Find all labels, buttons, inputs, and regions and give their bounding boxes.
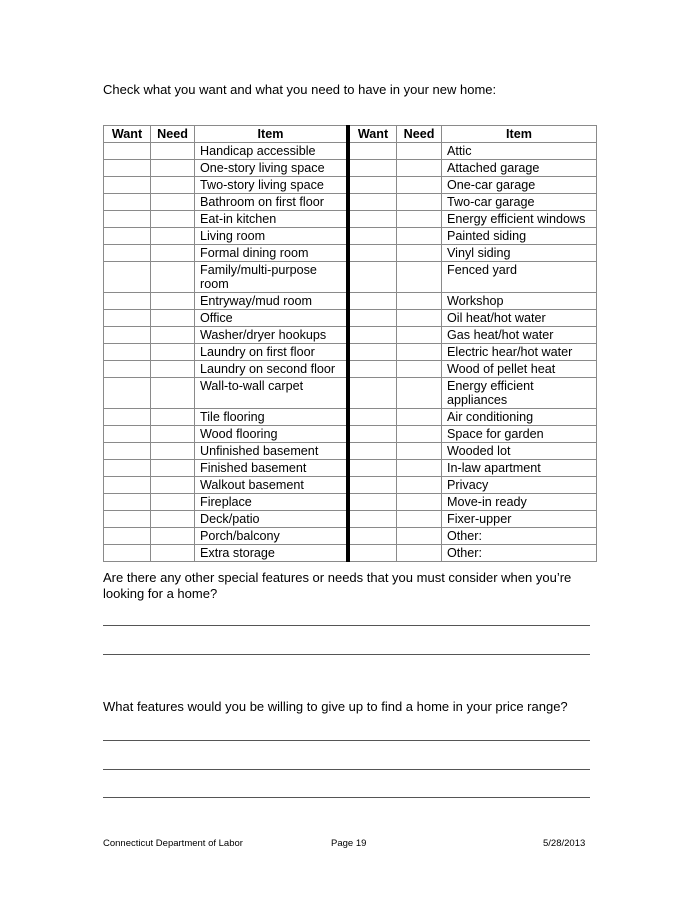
want-checkbox-cell-2[interactable]	[348, 477, 397, 494]
want-checkbox-cell-2[interactable]	[348, 194, 397, 211]
item-label-2: Fenced yard	[442, 262, 597, 293]
need-checkbox-cell[interactable]	[151, 378, 195, 409]
item-label: Extra storage	[195, 545, 349, 562]
answer-line-2[interactable]	[103, 654, 590, 655]
need-checkbox-cell[interactable]	[151, 443, 195, 460]
table-row	[104, 194, 597, 211]
want-checkbox-cell[interactable]	[104, 511, 151, 528]
table-row	[104, 293, 597, 310]
table-row	[104, 409, 597, 426]
item-label-2: Gas heat/hot water	[442, 327, 597, 344]
need-checkbox-cell-2[interactable]	[397, 245, 442, 262]
item-label: Eat-in kitchen	[195, 211, 349, 228]
want-checkbox-cell-2[interactable]	[348, 409, 397, 426]
item-label-2: Air conditioning	[442, 409, 597, 426]
item-label: Porch/balcony	[195, 528, 349, 545]
table-header-row	[104, 126, 597, 143]
item-label: Wall-to-wall carpet	[195, 378, 349, 409]
table-row	[104, 310, 597, 327]
table-row	[104, 528, 597, 545]
need-checkbox-cell-2[interactable]	[397, 177, 442, 194]
item-label: One-story living space	[195, 160, 349, 177]
table-row	[104, 361, 597, 378]
want-checkbox-cell[interactable]	[104, 211, 151, 228]
item-label-2: Attached garage	[442, 160, 597, 177]
need-checkbox-cell-2[interactable]	[397, 426, 442, 443]
header-want-2: Want	[348, 126, 397, 143]
want-checkbox-cell-2[interactable]	[348, 177, 397, 194]
need-checkbox-cell[interactable]	[151, 194, 195, 211]
need-checkbox-cell-2[interactable]	[397, 194, 442, 211]
want-checkbox-cell[interactable]	[104, 143, 151, 160]
want-checkbox-cell[interactable]	[104, 245, 151, 262]
need-checkbox-cell[interactable]	[151, 409, 195, 426]
item-label-2: Attic	[442, 143, 597, 160]
question-special-features: Are there any other special features or needs that you must consider when you’re looking for a home?	[103, 570, 572, 601]
question-give-up-features: What features would you be willing to give up to find a home in your price range?	[103, 699, 568, 714]
want-checkbox-cell-2[interactable]	[348, 460, 397, 477]
need-checkbox-cell[interactable]	[151, 511, 195, 528]
want-checkbox-cell[interactable]	[104, 310, 151, 327]
need-checkbox-cell-2[interactable]	[397, 477, 442, 494]
item-label-2: Other:	[442, 545, 597, 562]
need-checkbox-cell[interactable]	[151, 262, 195, 293]
item-label-2: Energy efficient windows	[442, 211, 597, 228]
header-item: Item	[195, 126, 349, 143]
item-label-2: Two-car garage	[442, 194, 597, 211]
need-checkbox-cell[interactable]	[151, 327, 195, 344]
need-checkbox-cell-2[interactable]	[397, 344, 442, 361]
need-checkbox-cell[interactable]	[151, 344, 195, 361]
need-checkbox-cell[interactable]	[151, 293, 195, 310]
answer-line-1[interactable]	[103, 625, 590, 626]
item-label-2: Energy efficient appliances	[442, 378, 597, 409]
want-checkbox-cell[interactable]	[104, 409, 151, 426]
want-checkbox-cell[interactable]	[104, 528, 151, 545]
want-checkbox-cell[interactable]	[104, 293, 151, 310]
want-checkbox-cell-2[interactable]	[348, 327, 397, 344]
want-checkbox-cell-2[interactable]	[348, 211, 397, 228]
item-label-2: Wood of pellet heat	[442, 361, 597, 378]
want-checkbox-cell[interactable]	[104, 361, 151, 378]
footer-organization: Connecticut Department of Labor	[103, 838, 243, 849]
want-checkbox-cell[interactable]	[104, 327, 151, 344]
table-row	[104, 477, 597, 494]
item-label: Entryway/mud room	[195, 293, 349, 310]
item-label-2: Other:	[442, 528, 597, 545]
table-row	[104, 245, 597, 262]
want-checkbox-cell[interactable]	[104, 177, 151, 194]
want-checkbox-cell-2[interactable]	[348, 293, 397, 310]
header-item-2: Item	[442, 126, 597, 143]
want-checkbox-cell[interactable]	[104, 426, 151, 443]
want-checkbox-cell-2[interactable]	[348, 361, 397, 378]
want-checkbox-cell-2[interactable]	[348, 160, 397, 177]
item-label: Finished basement	[195, 460, 349, 477]
need-checkbox-cell[interactable]	[151, 545, 195, 562]
need-checkbox-cell[interactable]	[151, 310, 195, 327]
need-checkbox-cell-2[interactable]	[397, 143, 442, 160]
need-checkbox-cell-2[interactable]	[397, 262, 442, 293]
need-checkbox-cell-2[interactable]	[397, 409, 442, 426]
need-checkbox-cell-2[interactable]	[397, 310, 442, 327]
table-row	[104, 327, 597, 344]
want-checkbox-cell-2[interactable]	[348, 143, 397, 160]
want-checkbox-cell-2[interactable]	[348, 262, 397, 293]
want-checkbox-cell[interactable]	[104, 494, 151, 511]
item-label-2: One-car garage	[442, 177, 597, 194]
want-checkbox-cell[interactable]	[104, 228, 151, 245]
want-checkbox-cell-2[interactable]	[348, 528, 397, 545]
need-checkbox-cell[interactable]	[151, 160, 195, 177]
need-checkbox-cell[interactable]	[151, 528, 195, 545]
item-label: Bathroom on first floor	[195, 194, 349, 211]
item-label-2: Wooded lot	[442, 443, 597, 460]
want-need-checklist-table	[103, 125, 597, 562]
want-checkbox-cell-2[interactable]	[348, 443, 397, 460]
want-checkbox-cell-2[interactable]	[348, 228, 397, 245]
want-checkbox-cell-2[interactable]	[348, 310, 397, 327]
need-checkbox-cell[interactable]	[151, 494, 195, 511]
need-checkbox-cell[interactable]	[151, 211, 195, 228]
item-label-2: Painted siding	[442, 228, 597, 245]
item-label: Deck/patio	[195, 511, 349, 528]
item-label: Formal dining room	[195, 245, 349, 262]
want-checkbox-cell-2[interactable]	[348, 511, 397, 528]
need-checkbox-cell-2[interactable]	[397, 211, 442, 228]
want-checkbox-cell[interactable]	[104, 194, 151, 211]
need-checkbox-cell[interactable]	[151, 228, 195, 245]
header-want: Want	[104, 126, 151, 143]
need-checkbox-cell[interactable]	[151, 245, 195, 262]
item-label: Living room	[195, 228, 349, 245]
item-label: Two-story living space	[195, 177, 349, 194]
need-checkbox-cell[interactable]	[151, 426, 195, 443]
need-checkbox-cell-2[interactable]	[397, 443, 442, 460]
table-row	[104, 378, 597, 409]
want-checkbox-cell[interactable]	[104, 460, 151, 477]
table-row	[104, 143, 597, 160]
footer-page-number: Page 19	[331, 838, 367, 849]
need-checkbox-cell-2[interactable]	[397, 361, 442, 378]
answer-line-4[interactable]	[103, 769, 590, 770]
item-label-2: Electric hear/hot water	[442, 344, 597, 361]
want-checkbox-cell-2[interactable]	[348, 378, 397, 409]
table-body	[104, 143, 597, 562]
table-row	[104, 511, 597, 528]
need-checkbox-cell[interactable]	[151, 143, 195, 160]
want-checkbox-cell[interactable]	[104, 545, 151, 562]
item-label: Family/multi-purpose room	[195, 262, 349, 293]
table-row	[104, 545, 597, 562]
want-checkbox-cell-2[interactable]	[348, 245, 397, 262]
want-checkbox-cell[interactable]	[104, 262, 151, 293]
item-label-2: Workshop	[442, 293, 597, 310]
item-label: Unfinished basement	[195, 443, 349, 460]
item-label-2: Vinyl siding	[442, 245, 597, 262]
need-checkbox-cell-2[interactable]	[397, 511, 442, 528]
want-checkbox-cell[interactable]	[104, 344, 151, 361]
item-label-2: Move-in ready	[442, 494, 597, 511]
item-label-2: Oil heat/hot water	[442, 310, 597, 327]
item-label: Wood flooring	[195, 426, 349, 443]
footer-date: 5/28/2013	[543, 838, 586, 849]
want-checkbox-cell-2[interactable]	[348, 545, 397, 562]
need-checkbox-cell-2[interactable]	[397, 528, 442, 545]
table-row	[104, 228, 597, 245]
need-checkbox-cell-2[interactable]	[397, 327, 442, 344]
table-row	[104, 177, 597, 194]
need-checkbox-cell-2[interactable]	[397, 494, 442, 511]
item-label: Fireplace	[195, 494, 349, 511]
need-checkbox-cell-2[interactable]	[397, 160, 442, 177]
need-checkbox-cell[interactable]	[151, 460, 195, 477]
want-checkbox-cell-2[interactable]	[348, 494, 397, 511]
need-checkbox-cell-2[interactable]	[397, 228, 442, 245]
need-checkbox-cell[interactable]	[151, 477, 195, 494]
need-checkbox-cell-2[interactable]	[397, 378, 442, 409]
want-checkbox-cell[interactable]	[104, 443, 151, 460]
item-label: Laundry on first floor	[195, 344, 349, 361]
need-checkbox-cell-2[interactable]	[397, 460, 442, 477]
table-row	[104, 443, 597, 460]
need-checkbox-cell[interactable]	[151, 177, 195, 194]
item-label-2: Privacy	[442, 477, 597, 494]
want-checkbox-cell[interactable]	[104, 378, 151, 409]
item-label: Handicap accessible	[195, 143, 349, 160]
want-checkbox-cell-2[interactable]	[348, 344, 397, 361]
header-need: Need	[151, 126, 195, 143]
answer-line-3[interactable]	[103, 740, 590, 741]
item-label: Laundry on second floor	[195, 361, 349, 378]
item-label-2: In-law apartment	[442, 460, 597, 477]
table-row	[104, 494, 597, 511]
answer-line-5[interactable]	[103, 797, 590, 798]
table-row	[104, 460, 597, 477]
want-checkbox-cell[interactable]	[104, 160, 151, 177]
table-row	[104, 160, 597, 177]
need-checkbox-cell[interactable]	[151, 361, 195, 378]
intro-instruction: Check what you want and what you need to have in your new home:	[103, 82, 497, 97]
item-label: Walkout basement	[195, 477, 349, 494]
header-need-2: Need	[397, 126, 442, 143]
need-checkbox-cell-2[interactable]	[397, 293, 442, 310]
table-row	[104, 262, 597, 293]
item-label: Tile flooring	[195, 409, 349, 426]
item-label: Washer/dryer hookups	[195, 327, 349, 344]
table-row	[104, 344, 597, 361]
item-label-2: Space for garden	[442, 426, 597, 443]
need-checkbox-cell-2[interactable]	[397, 545, 442, 562]
table-row	[104, 426, 597, 443]
item-label: Office	[195, 310, 349, 327]
item-label-2: Fixer-upper	[442, 511, 597, 528]
table-row	[104, 211, 597, 228]
want-checkbox-cell[interactable]	[104, 477, 151, 494]
want-checkbox-cell-2[interactable]	[348, 426, 397, 443]
